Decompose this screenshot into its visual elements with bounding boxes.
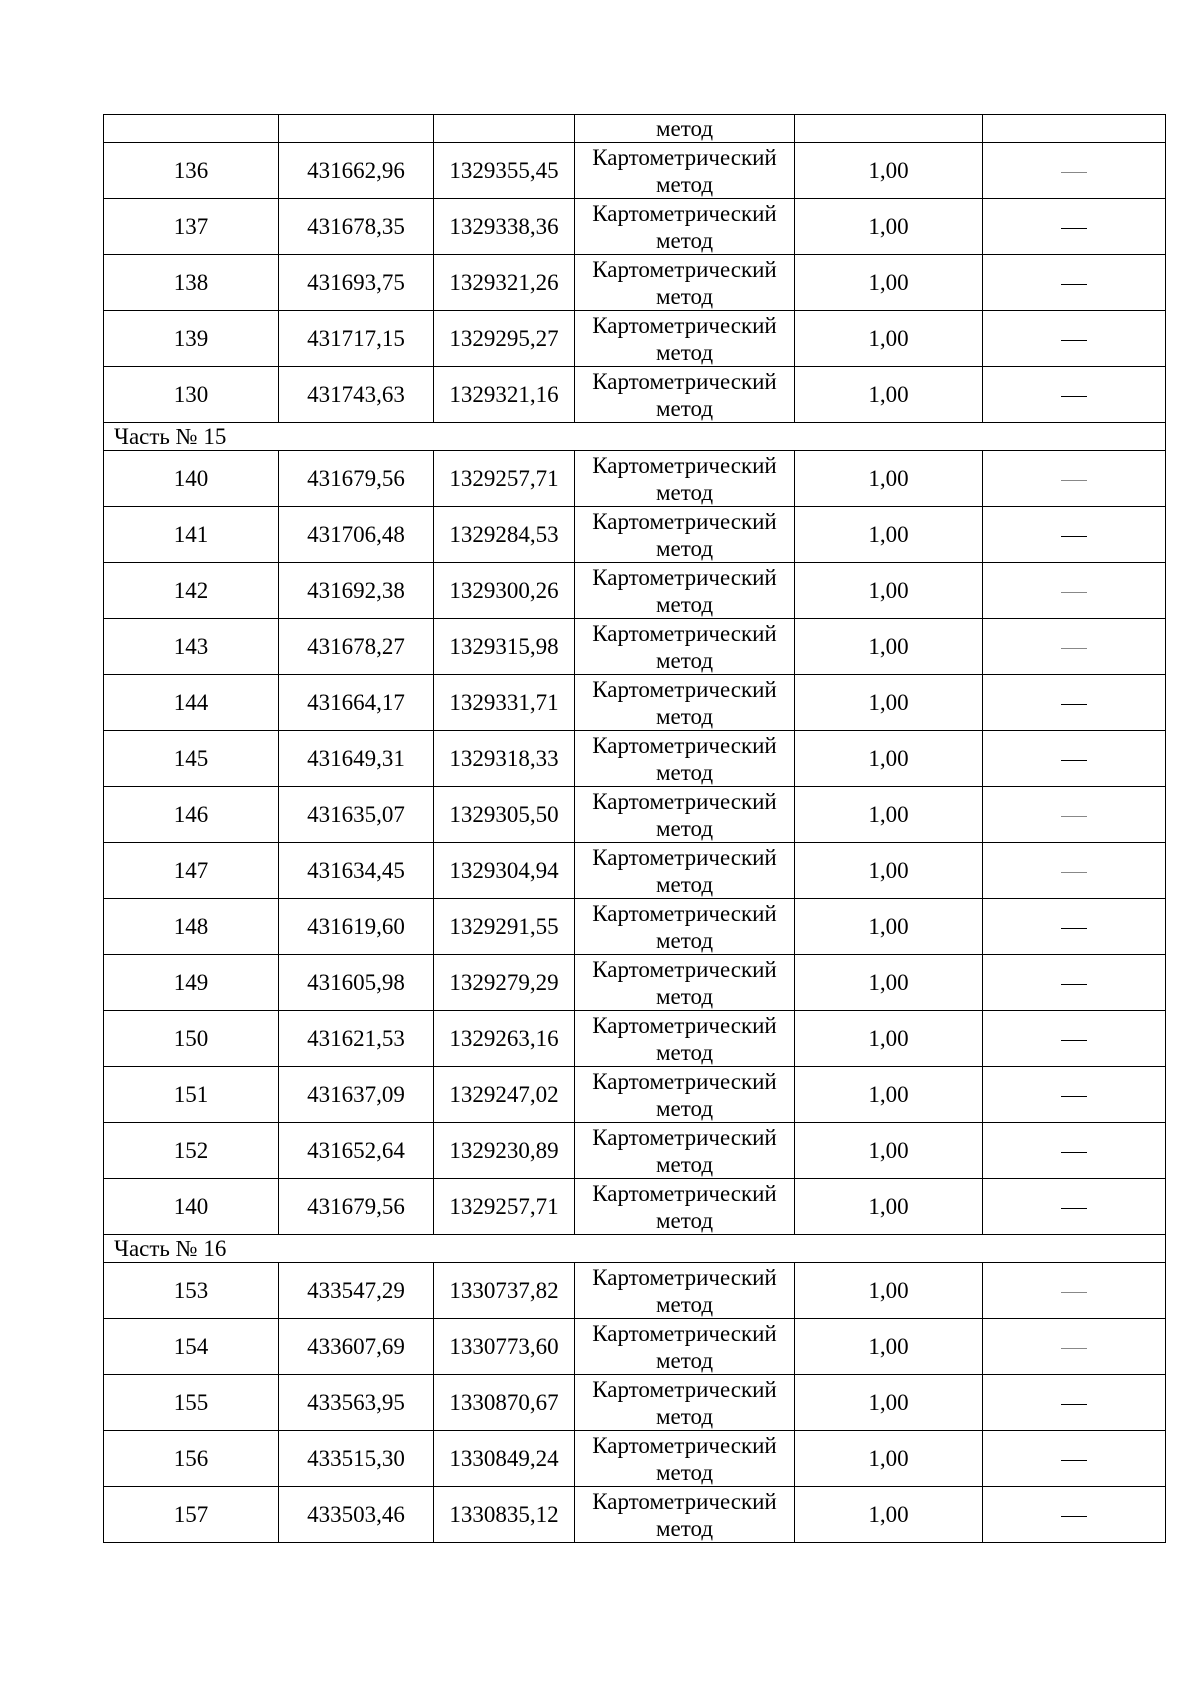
method-cell: [575, 311, 795, 367]
table-body: [104, 115, 1166, 1543]
method-name-line: метод: [655, 1151, 714, 1177]
em-dash: [1061, 1348, 1087, 1349]
table-row: [104, 843, 1166, 899]
method-name-line: Картометрический: [592, 144, 777, 170]
em-dash: [1061, 1152, 1087, 1153]
y-coordinate-cell: 1329257,71: [434, 451, 575, 507]
method-name-line: метод: [655, 983, 714, 1009]
point-number-cell: 157: [104, 1487, 279, 1543]
point-number-cell: 141: [104, 507, 279, 563]
em-dash: [1061, 480, 1087, 481]
method-name-line: Картометрический: [592, 1124, 777, 1150]
method-name-line: метод: [655, 227, 714, 253]
method-cell: [575, 675, 795, 731]
accuracy-cell: 1,00: [795, 1179, 983, 1235]
x-coordinate-cell: 431743,63: [279, 367, 434, 423]
accuracy-cell: 1,00: [795, 255, 983, 311]
x-coordinate-cell: 431662,96: [279, 143, 434, 199]
point-number-cell: 140: [104, 1179, 279, 1235]
description-cell: [983, 1487, 1166, 1543]
description-cell: [983, 451, 1166, 507]
method-name-line: метод: [655, 815, 714, 841]
empty-cell: [434, 115, 575, 143]
method-name-line: метод: [655, 871, 714, 897]
method-cell: [575, 899, 795, 955]
x-coordinate-cell: 431693,75: [279, 255, 434, 311]
method-name-line: метод: [655, 927, 714, 953]
table-row: [104, 1067, 1166, 1123]
point-number-cell: 144: [104, 675, 279, 731]
method-name-line: Картометрический: [592, 844, 777, 870]
y-coordinate-cell: 1330773,60: [434, 1319, 575, 1375]
table-row: [104, 311, 1166, 367]
y-coordinate-cell: 1329291,55: [434, 899, 575, 955]
method-cell: [575, 787, 795, 843]
em-dash: [1061, 592, 1087, 593]
em-dash: [1061, 760, 1087, 761]
method-name-line: метод: [655, 1207, 714, 1233]
y-coordinate-cell: 1330870,67: [434, 1375, 575, 1431]
em-dash: [1061, 648, 1087, 649]
section-title: Часть № 16: [104, 1235, 1166, 1263]
table-row: [104, 1487, 1166, 1543]
accuracy-cell: 1,00: [795, 619, 983, 675]
method-name-line: Картометрический: [592, 368, 777, 394]
description-cell: [983, 1123, 1166, 1179]
point-number-cell: 139: [104, 311, 279, 367]
accuracy-cell: 1,00: [795, 1067, 983, 1123]
table-row: [104, 1263, 1166, 1319]
em-dash: [1061, 704, 1087, 705]
description-cell: [983, 731, 1166, 787]
description-cell: [983, 199, 1166, 255]
table-row: [104, 143, 1166, 199]
x-coordinate-cell: 433503,46: [279, 1487, 434, 1543]
accuracy-cell: 1,00: [795, 143, 983, 199]
x-coordinate-cell: 431717,15: [279, 311, 434, 367]
point-number-cell: 143: [104, 619, 279, 675]
method-name-line: Картометрический: [592, 620, 777, 646]
point-number-cell: 145: [104, 731, 279, 787]
section-title: Часть № 15: [104, 423, 1166, 451]
accuracy-cell: 1,00: [795, 1375, 983, 1431]
x-coordinate-cell: 433547,29: [279, 1263, 434, 1319]
method-name-line: Картометрический: [592, 312, 777, 338]
table-row: [104, 507, 1166, 563]
method-cell: [575, 1431, 795, 1487]
y-coordinate-cell: 1329315,98: [434, 619, 575, 675]
y-coordinate-cell: 1329295,27: [434, 311, 575, 367]
x-coordinate-cell: 431678,35: [279, 199, 434, 255]
method-cell: [575, 843, 795, 899]
method-name-line: метод: [655, 1347, 714, 1373]
description-cell: [983, 255, 1166, 311]
coordinates-table: [103, 114, 1166, 1543]
table-row: [104, 1123, 1166, 1179]
x-coordinate-cell: 431635,07: [279, 787, 434, 843]
point-number-cell: 151: [104, 1067, 279, 1123]
method-name-line: метод: [655, 703, 714, 729]
point-number-cell: 146: [104, 787, 279, 843]
method-cell: [575, 619, 795, 675]
table-row: [104, 451, 1166, 507]
table-row: [104, 1179, 1166, 1235]
accuracy-cell: 1,00: [795, 843, 983, 899]
description-cell: [983, 787, 1166, 843]
em-dash: [1061, 1516, 1087, 1517]
description-cell: [983, 143, 1166, 199]
x-coordinate-cell: 433563,95: [279, 1375, 434, 1431]
method-name-line: метод: [655, 339, 714, 365]
method-name-line: Картометрический: [592, 1376, 777, 1402]
method-name-line: Картометрический: [592, 508, 777, 534]
x-coordinate-cell: 431621,53: [279, 1011, 434, 1067]
method-name-line: метод: [655, 1459, 714, 1485]
y-coordinate-cell: 1329305,50: [434, 787, 575, 843]
table-row: [104, 563, 1166, 619]
y-coordinate-cell: 1329230,89: [434, 1123, 575, 1179]
accuracy-cell: 1,00: [795, 1431, 983, 1487]
point-number-cell: 152: [104, 1123, 279, 1179]
table-row: [104, 1011, 1166, 1067]
x-coordinate-cell: 431692,38: [279, 563, 434, 619]
em-dash: [1061, 1040, 1087, 1041]
method-name-line: Картометрический: [592, 564, 777, 590]
y-coordinate-cell: 1329318,33: [434, 731, 575, 787]
description-cell: [983, 367, 1166, 423]
x-coordinate-cell: 431637,09: [279, 1067, 434, 1123]
description-cell: [983, 1263, 1166, 1319]
em-dash: [1061, 872, 1087, 873]
em-dash: [1061, 340, 1087, 341]
point-number-cell: 153: [104, 1263, 279, 1319]
description-cell: [983, 1375, 1166, 1431]
accuracy-cell: 1,00: [795, 1123, 983, 1179]
description-cell: [983, 563, 1166, 619]
em-dash: [1061, 1460, 1087, 1461]
method-cell: [575, 143, 795, 199]
method-name-line: Картометрический: [592, 788, 777, 814]
point-number-cell: 138: [104, 255, 279, 311]
point-number-cell: 130: [104, 367, 279, 423]
y-coordinate-cell: 1329247,02: [434, 1067, 575, 1123]
empty-cell: [279, 115, 434, 143]
description-cell: [983, 1179, 1166, 1235]
method-cell: [575, 1123, 795, 1179]
table-row: [104, 1431, 1166, 1487]
accuracy-cell: 1,00: [795, 731, 983, 787]
point-number-cell: 154: [104, 1319, 279, 1375]
method-cell: [575, 507, 795, 563]
table-row: [104, 255, 1166, 311]
accuracy-cell: 1,00: [795, 563, 983, 619]
x-coordinate-cell: 431679,56: [279, 451, 434, 507]
continued-row: [104, 115, 1166, 143]
empty-cell: [983, 115, 1166, 143]
method-cell: [575, 451, 795, 507]
method-name-line: Картометрический: [592, 256, 777, 282]
method-cell: [575, 199, 795, 255]
method-name-line: метод: [655, 535, 714, 561]
empty-cell: [104, 115, 279, 143]
method-cell: [575, 367, 795, 423]
em-dash: [1061, 1208, 1087, 1209]
x-coordinate-cell: 431619,60: [279, 899, 434, 955]
table-row: [104, 675, 1166, 731]
method-cell: [575, 255, 795, 311]
accuracy-cell: 1,00: [795, 199, 983, 255]
method-cell: [575, 1067, 795, 1123]
method-name-line: Картометрический: [592, 1180, 777, 1206]
description-cell: [983, 619, 1166, 675]
method-name-line: Картометрический: [592, 200, 777, 226]
accuracy-cell: 1,00: [795, 1011, 983, 1067]
table-row: [104, 1319, 1166, 1375]
method-cell: [575, 1179, 795, 1235]
accuracy-cell: 1,00: [795, 1487, 983, 1543]
description-cell: [983, 1067, 1166, 1123]
table-row: [104, 899, 1166, 955]
x-coordinate-cell: 431634,45: [279, 843, 434, 899]
y-coordinate-cell: 1330849,24: [434, 1431, 575, 1487]
method-cell: [575, 731, 795, 787]
table-row: [104, 731, 1166, 787]
section-header-row: [104, 1235, 1166, 1263]
y-coordinate-cell: 1329355,45: [434, 143, 575, 199]
method-name-line: Картометрический: [592, 452, 777, 478]
em-dash: [1061, 1404, 1087, 1405]
method-name-line: метод: [655, 1291, 714, 1317]
method-name-line: метод: [655, 591, 714, 617]
y-coordinate-cell: 1329331,71: [434, 675, 575, 731]
method-name-line: метод: [655, 647, 714, 673]
point-number-cell: 137: [104, 199, 279, 255]
method-cell: [575, 1487, 795, 1543]
method-name-line: метод: [655, 759, 714, 785]
accuracy-cell: 1,00: [795, 955, 983, 1011]
method-name-line: Картометрический: [592, 1264, 777, 1290]
x-coordinate-cell: 431678,27: [279, 619, 434, 675]
x-coordinate-cell: 431605,98: [279, 955, 434, 1011]
em-dash: [1061, 816, 1087, 817]
em-dash: [1061, 928, 1087, 929]
table-row: [104, 1375, 1166, 1431]
method-name-line: Картометрический: [592, 1320, 777, 1346]
point-number-cell: 136: [104, 143, 279, 199]
accuracy-cell: 1,00: [795, 1263, 983, 1319]
description-cell: [983, 843, 1166, 899]
description-cell: [983, 1431, 1166, 1487]
method-cell: метод: [575, 115, 795, 143]
x-coordinate-cell: 433515,30: [279, 1431, 434, 1487]
method-name-line: Картометрический: [592, 1012, 777, 1038]
method-name-line: Картометрический: [592, 676, 777, 702]
method-cell: [575, 1011, 795, 1067]
table-row: [104, 787, 1166, 843]
method-name-line: Картометрический: [592, 1068, 777, 1094]
accuracy-cell: 1,00: [795, 787, 983, 843]
x-coordinate-cell: 431664,17: [279, 675, 434, 731]
x-coordinate-cell: 433607,69: [279, 1319, 434, 1375]
description-cell: [983, 675, 1166, 731]
method-cell: [575, 1375, 795, 1431]
point-number-cell: 149: [104, 955, 279, 1011]
method-name-line: Картометрический: [592, 956, 777, 982]
y-coordinate-cell: 1330835,12: [434, 1487, 575, 1543]
method-name-line: метод: [655, 1039, 714, 1065]
method-cell: [575, 1319, 795, 1375]
method-name-line: метод: [655, 395, 714, 421]
method-name-line: метод: [655, 1095, 714, 1121]
em-dash: [1061, 228, 1087, 229]
description-cell: [983, 1011, 1166, 1067]
em-dash: [1061, 536, 1087, 537]
section-header-row: [104, 423, 1166, 451]
em-dash: [1061, 1292, 1087, 1293]
y-coordinate-cell: 1330737,82: [434, 1263, 575, 1319]
method-name-line: метод: [655, 1515, 714, 1541]
table-row: [104, 619, 1166, 675]
y-coordinate-cell: 1329257,71: [434, 1179, 575, 1235]
method-name-line: метод: [655, 283, 714, 309]
y-coordinate-cell: 1329284,53: [434, 507, 575, 563]
method-cell: [575, 1263, 795, 1319]
description-cell: [983, 899, 1166, 955]
description-cell: [983, 311, 1166, 367]
y-coordinate-cell: 1329321,26: [434, 255, 575, 311]
x-coordinate-cell: 431649,31: [279, 731, 434, 787]
empty-cell: [795, 115, 983, 143]
point-number-cell: 142: [104, 563, 279, 619]
accuracy-cell: 1,00: [795, 507, 983, 563]
description-cell: [983, 955, 1166, 1011]
em-dash: [1061, 1096, 1087, 1097]
table-row: [104, 955, 1166, 1011]
point-number-cell: 156: [104, 1431, 279, 1487]
x-coordinate-cell: 431652,64: [279, 1123, 434, 1179]
method-name-line: Картометрический: [592, 900, 777, 926]
point-number-cell: 150: [104, 1011, 279, 1067]
em-dash: [1061, 172, 1087, 173]
em-dash: [1061, 284, 1087, 285]
method-name-line: Картометрический: [592, 1432, 777, 1458]
y-coordinate-cell: 1329263,16: [434, 1011, 575, 1067]
y-coordinate-cell: 1329300,26: [434, 563, 575, 619]
point-number-cell: 155: [104, 1375, 279, 1431]
method-name-line: метод: [655, 1403, 714, 1429]
description-cell: [983, 1319, 1166, 1375]
accuracy-cell: 1,00: [795, 311, 983, 367]
point-number-cell: 147: [104, 843, 279, 899]
y-coordinate-cell: 1329279,29: [434, 955, 575, 1011]
y-coordinate-cell: 1329338,36: [434, 199, 575, 255]
method-name-line: Картометрический: [592, 732, 777, 758]
method-cell: [575, 955, 795, 1011]
accuracy-cell: 1,00: [795, 451, 983, 507]
table-row: [104, 367, 1166, 423]
em-dash: [1061, 984, 1087, 985]
y-coordinate-cell: 1329321,16: [434, 367, 575, 423]
description-cell: [983, 507, 1166, 563]
method-name-line: метод: [655, 171, 714, 197]
method-name-line: Картометрический: [592, 1488, 777, 1514]
x-coordinate-cell: 431706,48: [279, 507, 434, 563]
point-number-cell: 140: [104, 451, 279, 507]
accuracy-cell: 1,00: [795, 367, 983, 423]
accuracy-cell: 1,00: [795, 1319, 983, 1375]
y-coordinate-cell: 1329304,94: [434, 843, 575, 899]
em-dash: [1061, 396, 1087, 397]
accuracy-cell: 1,00: [795, 899, 983, 955]
accuracy-cell: 1,00: [795, 675, 983, 731]
point-number-cell: 148: [104, 899, 279, 955]
x-coordinate-cell: 431679,56: [279, 1179, 434, 1235]
method-name-line: метод: [655, 479, 714, 505]
table-row: [104, 199, 1166, 255]
method-cell: [575, 563, 795, 619]
